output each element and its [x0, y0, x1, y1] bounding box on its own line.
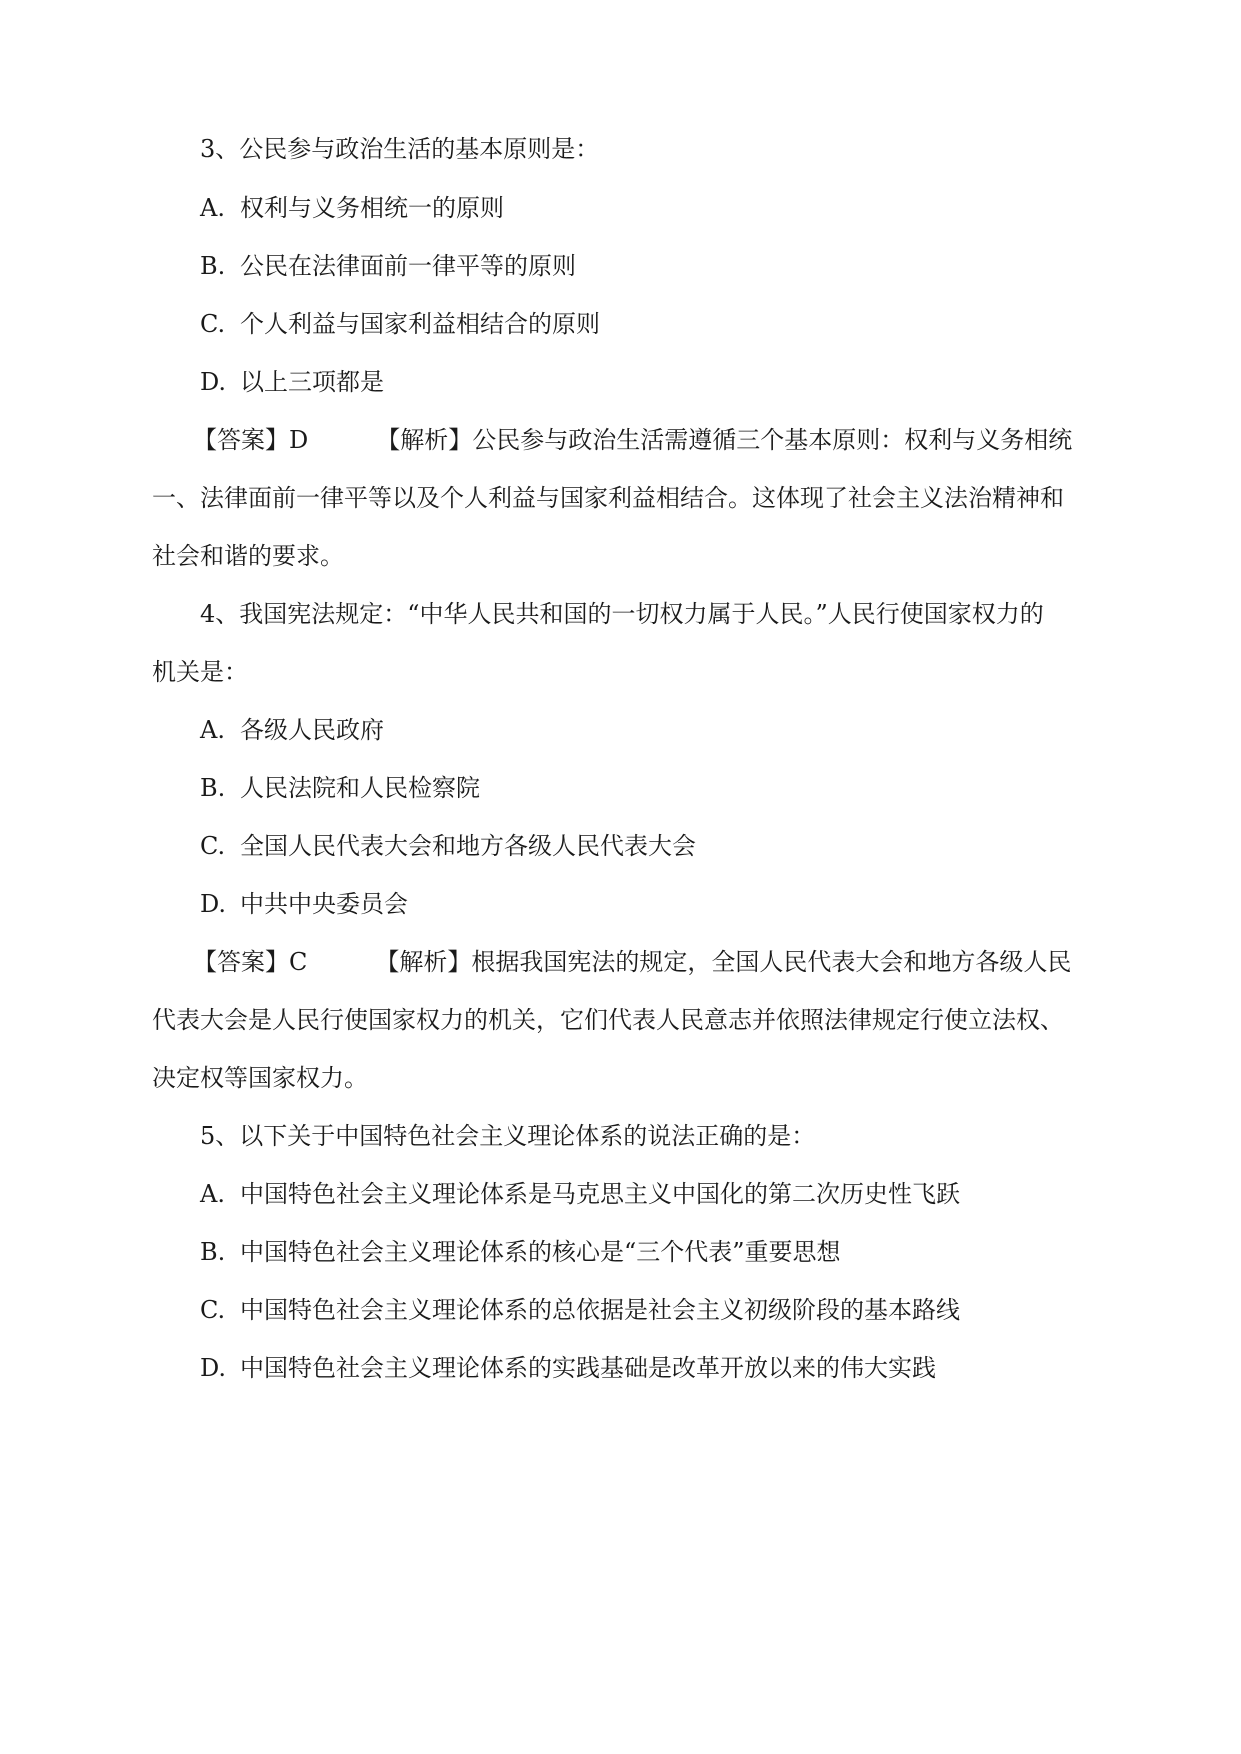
option-text: 公民在法律面前一律平等的原则	[240, 252, 576, 280]
option-text: 中国特色社会主义理论体系是马克思主义中国化的第二次历史性飞跃	[240, 1180, 960, 1208]
question-4-stem-cont: 机关是：	[152, 658, 248, 686]
option-letter: C.	[200, 832, 226, 860]
option-letter: C.	[200, 1296, 226, 1324]
option-text: 中国特色社会主义理论体系的核心是“三个代表”重要思想	[240, 1238, 841, 1266]
question-4-option-b	[200, 772, 480, 804]
option-text: 以上三项都是	[240, 368, 384, 396]
question-3-answer	[193, 424, 1072, 456]
option-text: 中共中央委员会	[240, 890, 408, 918]
analysis-line: 【解析】根据我国宪法的规定，全国人民代表大会和地方各级人民	[375, 948, 1072, 976]
answer-label: 【答案】D	[193, 426, 309, 454]
option-letter: A.	[200, 716, 225, 744]
option-letter: D.	[200, 890, 227, 918]
answer-label: 【答案】C	[193, 948, 308, 976]
option-text: 全国人民代表大会和地方各级人民代表大会	[240, 832, 696, 860]
question-5-option-c	[200, 1294, 960, 1326]
question-4-option-d	[200, 888, 408, 920]
option-letter: B.	[200, 252, 226, 280]
question-5-option-b	[200, 1236, 841, 1268]
question-3-option-a	[200, 192, 504, 224]
option-letter: C.	[200, 310, 226, 338]
question-3-analysis-cont-2: 社会和谐的要求。	[152, 542, 344, 570]
analysis-line: 【解析】公民参与政治生活需遵循三个基本原则：权利与义务相统	[376, 426, 1073, 454]
question-5-option-a	[200, 1178, 960, 1210]
question-3-stem: 3、公民参与政治生活的基本原则是：	[200, 135, 600, 163]
question-4-analysis-cont-2: 决定权等国家权力。	[152, 1064, 368, 1092]
question-5-stem: 5、以下关于中国特色社会主义理论体系的说法正确的是：	[200, 1122, 816, 1150]
option-letter: A.	[200, 194, 225, 222]
option-text: 中国特色社会主义理论体系的总依据是社会主义初级阶段的基本路线	[240, 1296, 960, 1324]
option-letter: B.	[200, 774, 226, 802]
option-letter: D.	[200, 368, 227, 396]
question-4-answer	[193, 946, 1071, 978]
question-4-option-a	[200, 714, 384, 746]
question-3-option-d	[200, 366, 384, 398]
option-text: 中国特色社会主义理论体系的实践基础是改革开放以来的伟大实践	[240, 1354, 936, 1382]
option-text: 权利与义务相统一的原则	[240, 194, 504, 222]
question-3-option-c	[200, 308, 600, 340]
question-3-option-b	[200, 250, 576, 282]
option-letter: A.	[200, 1180, 225, 1208]
option-text: 各级人民政府	[240, 716, 384, 744]
question-5-option-d	[200, 1352, 936, 1384]
question-3-analysis-cont-1: 一、法律面前一律平等以及个人利益与国家利益相结合。这体现了社会主义法治精神和	[152, 484, 1064, 512]
option-text: 人民法院和人民检察院	[240, 774, 480, 802]
question-4-analysis-cont-1: 代表大会是人民行使国家权力的机关，它们代表人民意志并依照法律规定行使立法权、	[152, 1006, 1064, 1034]
question-4-option-c	[200, 830, 696, 862]
question-4-stem: 4、我国宪法规定：“中华人民共和国的一切权力属于人民。”人民行使国家权力的	[200, 600, 1044, 628]
option-letter: D.	[200, 1354, 227, 1382]
option-text: 个人利益与国家利益相结合的原则	[240, 310, 600, 338]
option-letter: B.	[200, 1238, 226, 1266]
